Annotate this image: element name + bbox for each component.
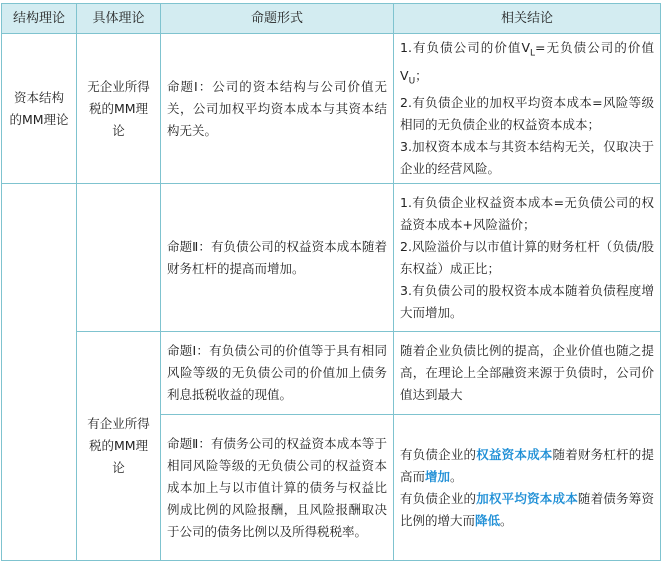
table-row <box>2 34 661 184</box>
conclusion-text: 2.风险溢价与以市值计算的财务杠杆（负债/股东权益）成正比； <box>400 238 654 276</box>
proposition-cell: 命题Ⅰ：有负债公司的价值等于具有相同风险等级的无负债公司的价值加上债务利息抵税收益的现值。 <box>161 332 394 415</box>
conclusion-text: 2.有负债企业的加权平均资本成本=风险等级相同的无负债企业的权益资本成本； <box>400 95 654 132</box>
conclusion-cell: 随着企业负债比例的提高，企业价值也随之提高，在理论上全部融资来源于负债时，公司价值达到最大 <box>394 332 661 415</box>
proposition-cell: 命题Ⅰ：公司的资本结构与公司价值无关，公司加权平均资本成本与其资本结构无关。 <box>161 34 394 184</box>
proposition-cell: 命题Ⅱ：有债务公司的权益资本成本等于相同风险等级的无负债公司的权益资本成本加上与以市值计算的债务与权益比例成比例的风险报酬，且风险报酬取决于公司的债务比例以及所得税税率。 <box>161 415 394 561</box>
highlight-increase: 增加 <box>425 468 451 484</box>
theory-cell: 有企业所得税的MM理论 <box>77 332 161 561</box>
conclusion-text: 3.加权资本成本与其资本结构无关，仅取决于企业的经营风险。 <box>400 139 654 176</box>
theory-cell-blank <box>77 184 161 332</box>
conclusion-text: 1.有负债公司的价值V <box>400 40 531 55</box>
conclusion-text: 有负债企业的 <box>400 446 477 462</box>
conclusion-text: 3.有负债公司的股权资本成本随着负债程度增大而增加。 <box>400 282 654 320</box>
subscript-u: U <box>408 76 416 86</box>
structure-cell: 资本结构的MM理论 <box>2 34 77 184</box>
conclusion-cell <box>394 415 661 561</box>
conclusion-text: 。 <box>450 468 463 484</box>
conclusion-text: 有负债企业的 <box>400 490 477 506</box>
conclusion-text: =无负债公司的价值V <box>400 40 654 83</box>
highlight-decrease: 降低 <box>475 512 501 528</box>
subscript-l: L <box>530 48 536 59</box>
conclusion-text: 。 <box>500 512 513 528</box>
highlight-equity-cost: 权益资本成本 <box>476 446 553 462</box>
header-proposition: 命题形式 <box>161 4 394 34</box>
header-conclusion: 相关结论 <box>394 4 661 34</box>
table-row <box>2 332 661 415</box>
theory-cell: 无企业所得税的MM理论 <box>77 34 161 184</box>
header-structure: 结构理论 <box>2 4 77 34</box>
conclusion-cell <box>394 34 661 184</box>
conclusion-text: 随着财务杠杆的提高而 <box>400 446 654 484</box>
conclusion-cell <box>394 184 661 332</box>
conclusion-text: ； <box>415 67 428 83</box>
conclusion-text: 随着债务筹资比例的增大而 <box>400 490 654 528</box>
mm-theory-table <box>1 3 661 561</box>
conclusion-text: 1.有负债企业权益资本成本=无负债公司的权益资本成本+风险溢价； <box>400 194 654 232</box>
header-row <box>2 4 661 34</box>
header-theory: 具体理论 <box>77 4 161 34</box>
highlight-wacc: 加权平均资本成本 <box>476 490 578 506</box>
proposition-cell: 命题Ⅱ：有负债公司的权益资本成本随着财务杠杆的提高而增加。 <box>161 184 394 332</box>
structure-cell-blank <box>2 184 77 561</box>
table-row <box>2 184 661 332</box>
